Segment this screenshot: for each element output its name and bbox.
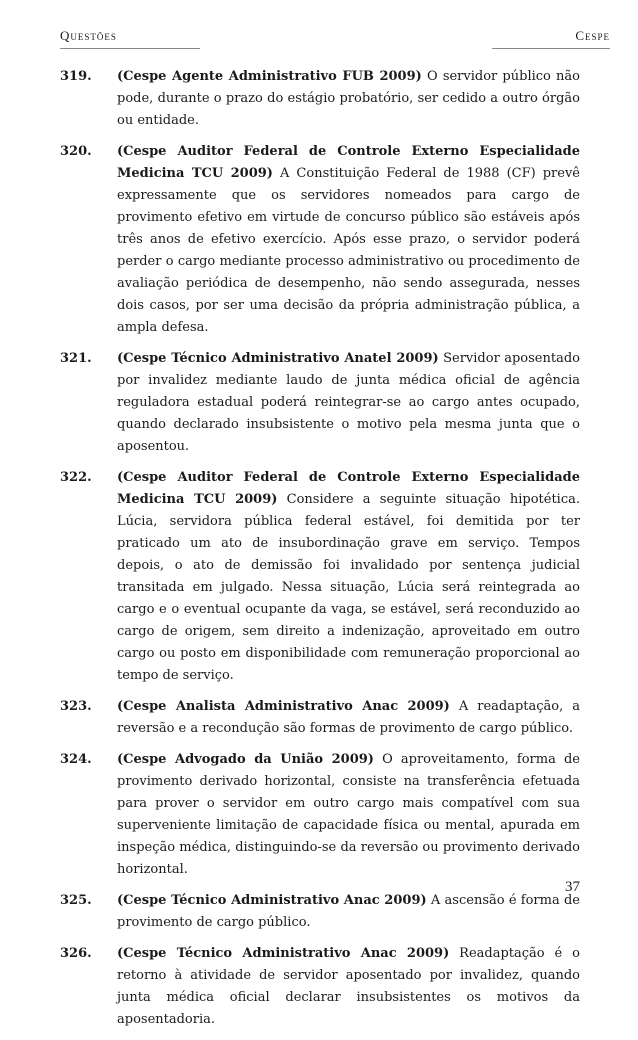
question-text: A Constituição Federal de 1988 (CF) prevê expressamente que os servidores nomeados para cargo de provimento efetivo em virtude de concurso público são estáveis após três anos de efetivo exercício. Após esse prazo, o servidor poderá perder o cargo mediante processo administrativo ou procedimento de avaliação periódica de desempenho, não sendo assegurada, nesses dois casos, por ser uma decisão da própria administração pública, a ampla defesa. — [117, 166, 580, 335]
question-text: A ascensão é forma de provimento de cargo público. — [117, 893, 580, 930]
question-list — [60, 66, 580, 1040]
question-number: 325. — [60, 893, 92, 908]
question-source: (Cespe Agente Administrativo FUB 2009) — [117, 69, 422, 84]
question-item — [60, 66, 580, 132]
question-source: (Cespe Analista Administrativo Anac 2009) — [117, 699, 450, 714]
question-item — [60, 943, 580, 1031]
question-body — [117, 66, 580, 132]
question-source: (Cespe Técnico Administrativo Anac 2009) — [117, 946, 450, 961]
question-body — [117, 467, 580, 687]
question-source: (Cespe Auditor Federal de Controle Externo Especialidade Medicina TCU 2009) — [117, 144, 580, 181]
question-number: 323. — [60, 699, 92, 714]
question-body — [117, 749, 580, 881]
question-number: 322. — [60, 470, 92, 485]
question-item — [60, 467, 580, 687]
question-number: 319. — [60, 69, 92, 84]
header-section-title: Questões — [60, 28, 117, 43]
question-source: (Cespe Auditor Federal de Controle Externo Especialidade Medicina TCU 2009) — [117, 470, 580, 507]
question-item — [60, 348, 580, 458]
question-number: 321. — [60, 351, 92, 366]
question-number: 326. — [60, 946, 92, 961]
header-rule-right — [492, 48, 610, 49]
question-item — [60, 749, 580, 881]
question-text: O servidor público não pode, durante o prazo do estágio probatório, ser cedido a outro órgão ou entidade. — [117, 69, 580, 128]
question-source: (Cespe Advogado da União 2009) — [117, 752, 374, 767]
question-body — [117, 141, 580, 339]
question-number: 324. — [60, 752, 92, 767]
question-item — [60, 141, 580, 339]
question-text: O aproveitamento, forma de provimento derivado horizontal, consiste na transferência efetuada para prover o servidor em outro cargo mais compatível com sua superveniente limitação de capacidade física ou mental, apurada em inspeção médica, distinguindo-se da reversão ou provimento derivado horizontal. — [117, 752, 580, 877]
question-source: (Cespe Técnico Administrativo Anac 2009) — [117, 893, 427, 908]
question-body — [117, 943, 580, 1031]
question-body — [117, 696, 580, 740]
question-body — [117, 890, 580, 934]
question-text: Servidor aposentado por invalidez mediante laudo de junta médica oficial de agência reguladora estadual poderá reintegrar-se ao cargo antes ocupado, quando declarado insubsistente o motivo pela mesma junta que o aposentou. — [117, 351, 580, 454]
question-text: A readaptação, a reversão e a recondução são formas de provimento de cargo público. — [117, 699, 580, 736]
question-number: 320. — [60, 144, 92, 159]
question-text: Considere a seguinte situação hipotética. Lúcia, servidora pública federal estável, foi demitida por ter praticado um ato de insubordinação grave em serviço. Tempos depois, o ato de demissão foi invalidado por sentença judicial transitada em julgado. Nessa situação, Lúcia será reintegrada ao cargo e o eventual ocupante da vaga, se estável, será reconduzido ao cargo de origem, sem direito a indenização, aproveitado em outro cargo ou posto em disponibilidade com remuneração proporcional ao tempo de serviço. — [117, 492, 580, 683]
question-item — [60, 890, 580, 934]
page-number: 37 — [565, 879, 580, 895]
question-text: Readaptação é o retorno à atividade de servidor aposentado por invalidez, quando junta médica oficial declarar insubsistentes os motivos da aposentadoria. — [117, 946, 580, 1027]
question-body — [117, 348, 580, 458]
question-source: (Cespe Técnico Administrativo Anatel 2009) — [117, 351, 439, 366]
header-rule-left — [60, 48, 200, 49]
running-header — [60, 28, 610, 54]
question-item — [60, 696, 580, 740]
header-publisher: Cespe — [575, 28, 610, 43]
